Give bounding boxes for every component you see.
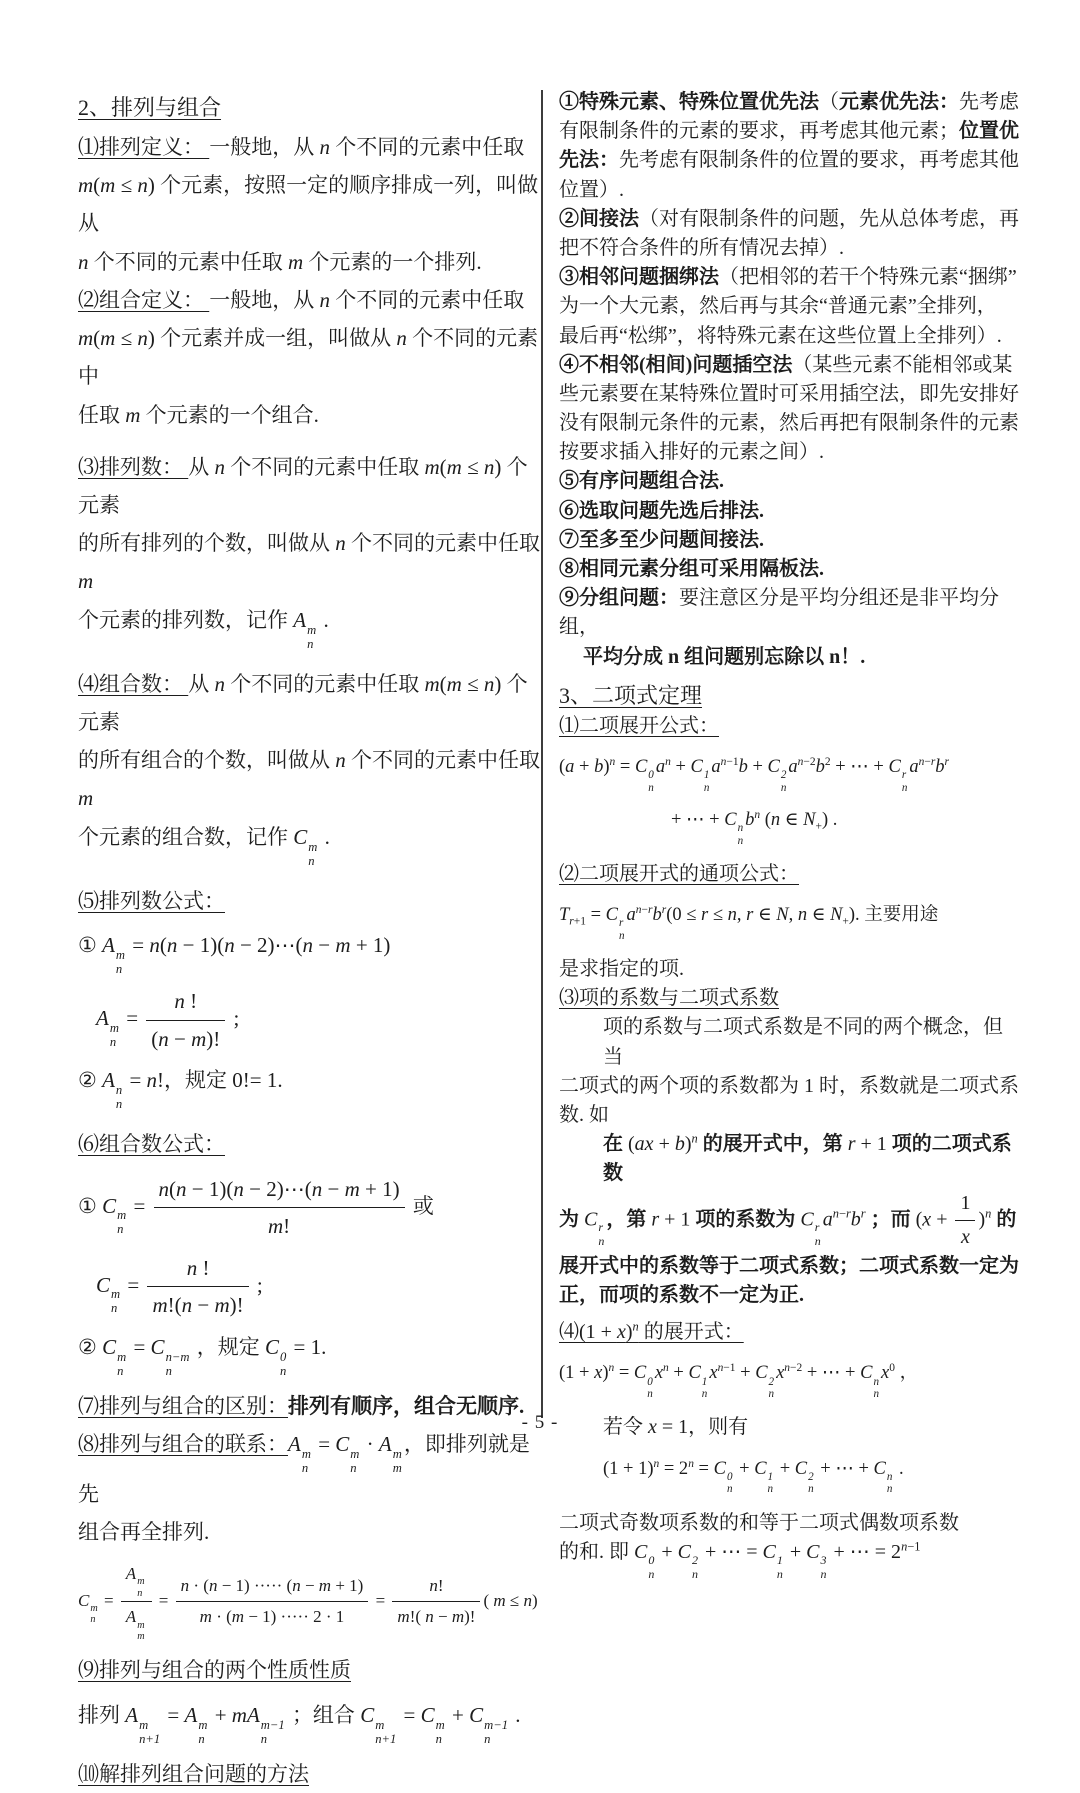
text-line: 有限制条件的元素的要求，再考虑其他元素；位置优	[559, 120, 1019, 143]
text-line: ② A n n = n!，规定 0!= 1.	[78, 1068, 283, 1112]
text-line: 数. 如	[559, 1103, 609, 1126]
text-line: + ⋯ + C n n $b^n$ (n ∈ $N_+$) .	[671, 808, 838, 847]
text-line: 任取 m 个元素的一个组合.	[78, 402, 319, 427]
text-line: 个元素的排列数，记作 A m n .	[78, 607, 329, 651]
text-line: ①特殊元素、特殊位置优先法（元素优先法：先考虑	[559, 91, 1019, 113]
text-line: ⑨分组问题：要注意区分是平均分组还是非平均分组，	[559, 587, 999, 639]
text-line: 在 (ax + b)$^n$ 的展开式中，第 r + 1 项的二项式系数	[603, 1131, 1012, 1185]
text-line: 些元素要在某特殊位置时可采用插空法，即先安排好	[559, 382, 1019, 405]
text-line: 3、二项式定理	[559, 682, 703, 708]
text-line: 项的系数与二项式系数是不同的两个概念，但当	[603, 1016, 1003, 1068]
text-line: 正，而项的系数不一定为正.	[559, 1284, 804, 1307]
text-line: 个元素的组合数，记作 C m n .	[78, 824, 330, 868]
text-line: 的和. 即 C 0 n + C 2 n + ⋯ = C 1 n + C 3 n + ⋯ = $2^{n-1}$	[559, 1539, 921, 1581]
column-divider	[541, 90, 543, 1418]
text-line: 展开式中的系数等于二项式系数；二项式系数一定为	[559, 1254, 1019, 1277]
text-line: m(m ≤ n) 个元素并成一组，叫做从 n 个不同的元素中	[78, 326, 539, 389]
text-line: ②间接法（对有限制条件的问题，先从总体考虑，再	[559, 207, 1019, 230]
text-line: ⑴二项展开公式：	[559, 714, 719, 737]
text-line: ② C m n = C n−m n ，规定 C 0 n = 1.	[78, 1334, 327, 1378]
text-line: 为 C r n ，第 r + 1 项的系数为 C r n $a^{n-r}b^r$ ；而 (x + $\frac{1}{x}$ )$^n$ 的	[559, 1189, 1020, 1252]
text-line: 为一个大元素，然后再与其余“普通元素”全排列，	[559, 295, 997, 318]
text-line: ⑹组合数公式：	[78, 1132, 225, 1157]
text-line: ⑵组合定义： 一般地，从 n 个不同的元素中任取	[78, 287, 525, 312]
text-line: ④不相邻(相间)问题插空法（某些元素不能相邻或某	[559, 353, 1013, 376]
text-line: ⑶排列数： 从 n 个不同的元素中任取 m(m ≤ n) 个元素	[78, 454, 528, 517]
text-line: ⑤有序问题组合法.	[559, 470, 724, 493]
text-line: 二项式奇数项系数的和等于二项式偶数项系数	[559, 1511, 959, 1534]
text-line: 2、排列与组合	[78, 95, 222, 120]
text-line: 二项式的两个项的系数都为 1 时，系数就是二项式系	[559, 1074, 1019, 1097]
text-line: ⑶项的系数与二项式系数	[559, 987, 779, 1010]
text-line: C m n = A m n A m m = $\frac{n \cdot (n - 1) \cdot\cdot\cdot\cdot\cdot (n - m + 1)}{m \cdot (m - 1) \cdot\cdot\cdot\cdot\cdot 2 \cdot 1}$ = $\frac{n!}{m!( n - m)!}$ ( m ≤ n)	[78, 1561, 541, 1643]
text-line: $(1 + x)^n = C$ 0 n $x^n + C$ 1 n $x^{n-1} + C$ 2 n $x^{n-2}$ + ⋯ + C n n $x^0$ ，	[559, 1362, 919, 1400]
right-column	[559, 88, 1020, 1581]
text-line: 最后再“松绑”，将特殊元素在这些位置上全排列）.	[559, 324, 1002, 347]
text-line: 排列 A m n+1 = A m n + mA m−1 n ；组合 C m n+1 = C m n + C m−1 n .	[78, 1702, 521, 1746]
text-line: C m n = $\frac{n !}{m!(n - m)!}$ ;	[78, 1252, 541, 1322]
text-line: 把不符合条件的所有情况去掉）.	[559, 236, 844, 259]
text-line: ⑦至多至少问题间接法.	[559, 528, 764, 551]
text-line: 的所有组合的个数，叫做从 n 个不同的元素中任取 m	[78, 748, 540, 811]
left-column	[78, 88, 541, 1793]
text-line: ① A m n = n(n − 1)(n − 2)⋯(n − m + 1)	[78, 932, 391, 976]
text-line: ⑺排列与组合的区别：排列有顺序，组合无顺序.	[78, 1393, 525, 1418]
text-line: ⑸排列数公式：	[78, 888, 225, 913]
text-line: 没有限制元条件的元素，然后再把有限制条件的元素	[559, 412, 1019, 435]
text-line: 组合再全排列.	[78, 1520, 210, 1545]
text-line: 平均分成 n 组问题别忘除以 n！.	[583, 645, 866, 668]
text-line: ⑵二项展开式的通项公式：	[559, 862, 799, 885]
text-line: ⑷组合数： 从 n 个不同的元素中任取 m(m ≤ n) 个元素	[78, 671, 528, 734]
text-line: $(1 + 1)^n = 2^n = C$ 0 n + C 1 n + C 2 n + ⋯ + C n n .	[603, 1457, 904, 1496]
text-line: ⑷(1 + x)$^n$ 的展开式：	[559, 1319, 744, 1344]
text-line: $(a + b)^n = C$ 0 n $a^n + C$ 1 n $a^{n-1}b + C$ 2 n $a^{n-2}b^2$ + ⋯ + C r n $a^{n-r}b^r$	[559, 755, 949, 794]
text-line: 先法：先考虑有限制条件的位置的要求，再考虑其他	[559, 149, 1019, 172]
page-number: - 5 -	[521, 1412, 559, 1433]
text-line: ⑴排列定义： 一般地，从 n 个不同的元素中任取	[78, 135, 525, 160]
text-line: ⑧相同元素分组可采用隔板法.	[559, 558, 824, 580]
text-line: m(m ≤ n) 个元素，按照一定的顺序排成一列，叫做从	[78, 173, 539, 236]
text-line: n 个不同的元素中任取 m 个元素的一个排列.	[78, 249, 482, 274]
text-line: ⑻排列与组合的联系：A m n = C m n · A m m ，即排列就是先	[78, 1432, 530, 1507]
text-line: ⑼排列与组合的两个性质性质	[78, 1658, 351, 1683]
text-line: 的所有排列的个数，叫做从 n 个不同的元素中任取 m	[78, 531, 540, 594]
text-line: $T_{r+1} = C$ r n $a^{n-r}b^r(0 \le r \le n$, r ∈ N, n ∈ $N_+$). 主要用途	[559, 903, 939, 942]
text-line: ⑽解排列组合问题的方法	[78, 1761, 309, 1786]
text-line: 按要求插入排好的元素之间）.	[559, 441, 824, 464]
text-line: 位置）.	[559, 178, 624, 201]
text-line: 是求指定的项.	[559, 958, 684, 981]
text-line: A m n = $\frac{n !}{(n - m)!}$ ;	[78, 985, 541, 1055]
text-line: ① C m n = $\frac{n(n - 1)(n - 2)\cdots(n - m + 1)}{m!}$ 或	[78, 1173, 541, 1243]
text-line: 若令 x = 1，则有	[603, 1416, 749, 1439]
text-line: ③相邻问题捆绑法（把相邻的若干个特殊元素“捆绑”	[559, 266, 1017, 289]
text-line: ⑥选取问题先选后排法.	[559, 499, 764, 522]
